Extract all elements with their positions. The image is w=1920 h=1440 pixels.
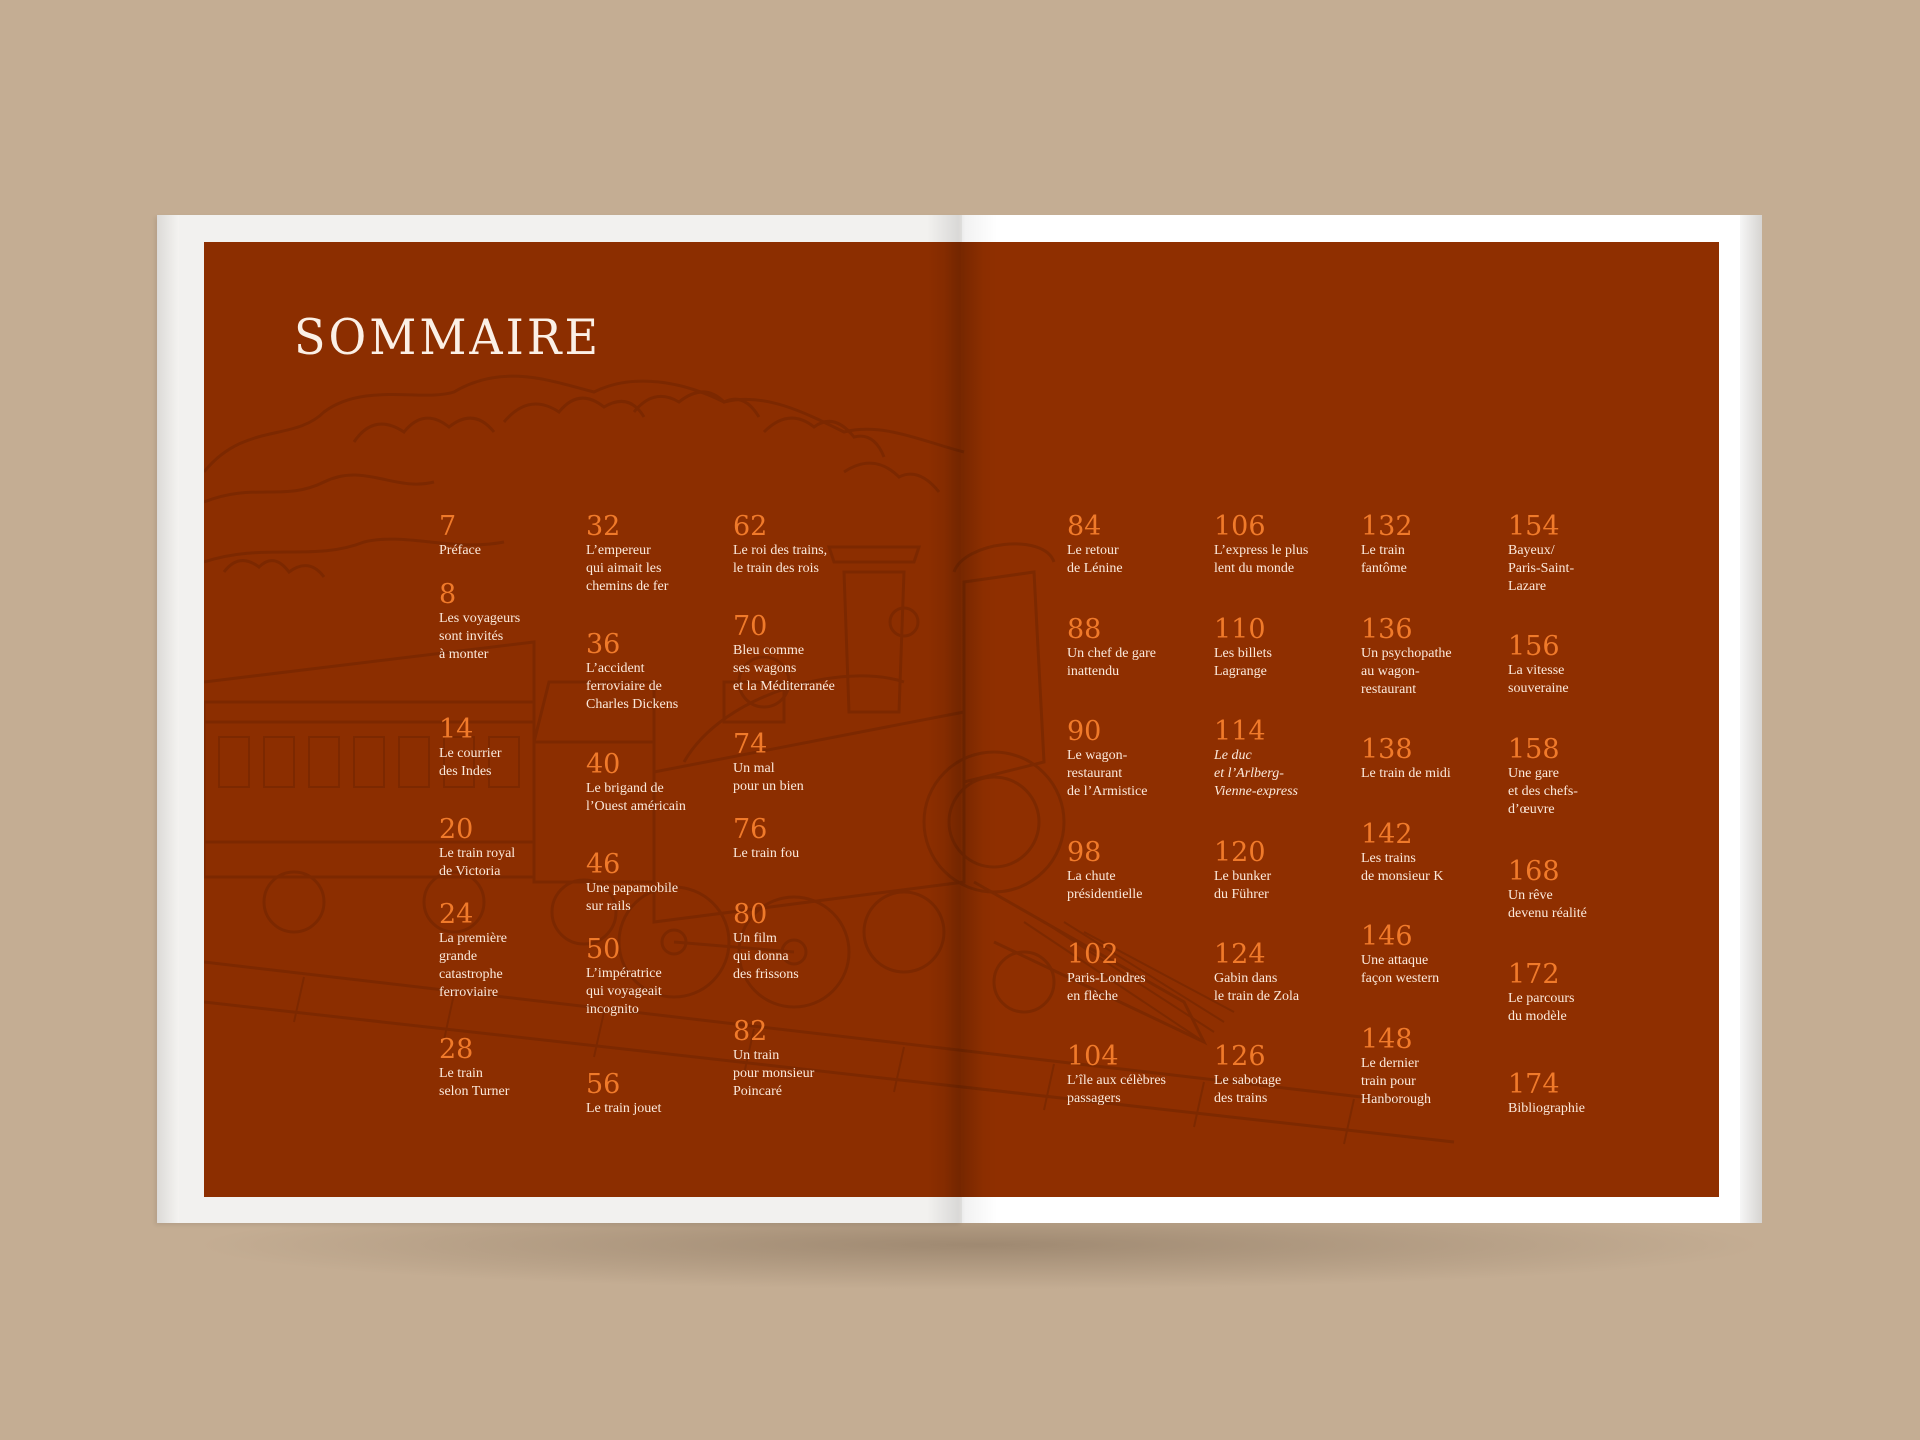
- toc-title: Le train fou: [733, 846, 800, 861]
- toc-page-number: 40: [586, 749, 621, 780]
- toc-title: Paris-Londres en flèche: [1067, 971, 1146, 1004]
- toc-page-number: 138: [1361, 734, 1413, 765]
- toc-entry: [586, 1070, 726, 1118]
- toc-entry: [1361, 1025, 1501, 1109]
- toc-page-number: 120: [1214, 837, 1266, 868]
- toc-title: Le train jouet: [586, 1101, 662, 1116]
- toc-title: L’empereur qui aimait les chemins de fer: [586, 543, 669, 594]
- toc-entry: [733, 730, 883, 796]
- toc-title: L’île aux célèbres passagers: [1067, 1073, 1166, 1106]
- toc-title: L’accident ferroviaire de Charles Dickens: [586, 661, 679, 712]
- toc-entry: [1361, 512, 1501, 578]
- toc-page-number: 70: [733, 611, 768, 642]
- toc-title: Le train royal de Victoria: [439, 846, 516, 879]
- toc-page-number: 114: [1214, 716, 1266, 747]
- toc-page-number: 148: [1361, 1024, 1413, 1055]
- toc-entry: [1067, 1042, 1207, 1108]
- toc-page-number: 88: [1067, 614, 1102, 645]
- toc-entry: [1508, 512, 1648, 596]
- toc-entry: [733, 612, 883, 696]
- toc-page-number: 158: [1508, 734, 1560, 765]
- toc-entry: [1214, 512, 1354, 578]
- toc-entry: [586, 512, 726, 596]
- toc-page-number: 98: [1067, 837, 1102, 868]
- toc-entry: [1508, 735, 1648, 819]
- toc-title: Un film qui donna des frissons: [733, 931, 799, 982]
- toc-title: Gabin dans le train de Zola: [1214, 971, 1300, 1004]
- toc-page-number: 28: [439, 1034, 474, 1065]
- toc-page-number: 124: [1214, 939, 1266, 970]
- toc-page-number: 20: [439, 814, 474, 845]
- toc-page-number: 76: [733, 814, 768, 845]
- toc-title: Les voyageurs sont invités à monter: [439, 611, 521, 662]
- toc-page-number: 136: [1361, 614, 1413, 645]
- toc-page-number: 146: [1361, 921, 1413, 952]
- toc-entry: [586, 750, 726, 816]
- toc-page-number: 46: [586, 849, 621, 880]
- toc-title: Un chef de gare inattendu: [1067, 646, 1157, 679]
- toc-entry: [1361, 615, 1501, 699]
- toc-title: Le dernier train pour Hanborough: [1361, 1056, 1431, 1107]
- toc-title: Un mal pour un bien: [733, 761, 804, 794]
- toc-title: Un train pour monsieur Poincaré: [733, 1048, 815, 1099]
- toc-entry: [1067, 838, 1207, 904]
- toc-title: Le roi des trains, le train des rois: [733, 543, 828, 576]
- toc-entry: [1508, 632, 1648, 698]
- toc-title: Les trains de monsieur K: [1361, 851, 1444, 884]
- toc-page-number: 90: [1067, 716, 1102, 747]
- toc-title: Un rêve devenu réalité: [1508, 888, 1587, 921]
- toc-title: Préface: [439, 543, 481, 558]
- toc-page-number: 156: [1508, 631, 1560, 662]
- toc-entry: [1361, 820, 1501, 886]
- toc-entry: [1508, 960, 1648, 1026]
- toc-page-number: 8: [439, 579, 457, 610]
- toc-page-number: 106: [1214, 511, 1266, 542]
- toc-page-number: 174: [1508, 1069, 1560, 1100]
- toc-page-number: 56: [586, 1069, 621, 1100]
- toc-page-number: 74: [733, 729, 768, 760]
- toc-entry: [586, 935, 726, 1019]
- open-book: [157, 215, 1762, 1225]
- toc-title: Le wagon- restaurant de l’Armistice: [1067, 748, 1148, 799]
- toc-title: Le courrier des Indes: [439, 746, 502, 779]
- toc-title: Une attaque façon western: [1361, 953, 1440, 986]
- toc-entry: [1361, 922, 1501, 988]
- toc-title: La chute présidentielle: [1067, 869, 1143, 902]
- toc-entry: [733, 512, 883, 578]
- toc-entry: [586, 630, 726, 714]
- toc-title: Les billets Lagrange: [1214, 646, 1272, 679]
- toc-page-number: 7: [439, 511, 457, 542]
- toc-page-number: 126: [1214, 1041, 1266, 1072]
- page-title: SOMMAIRE: [294, 308, 602, 366]
- toc-title: La première grande catastrophe ferroviaire: [439, 931, 508, 1000]
- toc-entry: [439, 900, 579, 1002]
- toc-entry: [439, 580, 579, 664]
- toc-entry: [1214, 940, 1354, 1006]
- toc-page-number: 154: [1508, 511, 1560, 542]
- toc-entry: [733, 815, 883, 863]
- toc-title: Le train fantôme: [1361, 543, 1407, 576]
- toc-page-number: 50: [586, 934, 621, 965]
- toc-title: L’impératrice qui voyageait incognito: [586, 966, 662, 1017]
- toc-title: Le train selon Turner: [439, 1066, 510, 1099]
- toc-entry: [1067, 512, 1207, 578]
- toc-entry: [1361, 735, 1501, 783]
- toc-title: L’express le plus lent du monde: [1214, 543, 1309, 576]
- toc-entry: [439, 715, 579, 781]
- toc-title: Le bunker du Führer: [1214, 869, 1272, 902]
- toc-page-number: 142: [1361, 819, 1413, 850]
- toc-page-number: 82: [733, 1016, 768, 1047]
- toc-page-number: 110: [1214, 614, 1266, 645]
- toc-entry: [1508, 857, 1648, 923]
- toc-title: Une gare et des chefs- d’œuvre: [1508, 766, 1578, 817]
- toc-title: Un psychopathe au wagon- restaurant: [1361, 646, 1452, 697]
- toc-title: Le retour de Lénine: [1067, 543, 1123, 576]
- toc-title: Le train de midi: [1361, 766, 1451, 781]
- toc-title: Bibliographie: [1508, 1101, 1585, 1116]
- toc-title: Bleu comme ses wagons et la Méditerranée: [733, 643, 835, 694]
- toc-page-number: 104: [1067, 1041, 1119, 1072]
- toc-entry: [1067, 940, 1207, 1006]
- toc-page-number: 84: [1067, 511, 1102, 542]
- toc-page-number: 168: [1508, 856, 1560, 887]
- toc-entry: [733, 1017, 883, 1101]
- toc-entry: [439, 1035, 579, 1101]
- toc-entry: [733, 900, 883, 984]
- toc-entry: [1067, 615, 1207, 681]
- toc-entry: [1214, 1042, 1354, 1108]
- toc-entry: [1067, 717, 1207, 801]
- toc-entry: [439, 815, 579, 881]
- toc-page-number: 24: [439, 899, 474, 930]
- toc-page-number: 132: [1361, 511, 1413, 542]
- toc-page-number: 32: [586, 511, 621, 542]
- toc-page-number: 102: [1067, 939, 1119, 970]
- toc-title: Le parcours du modèle: [1508, 991, 1575, 1024]
- toc-entry: [439, 512, 579, 560]
- toc-entry: [1214, 615, 1354, 681]
- toc-title: Le brigand de l’Ouest américain: [586, 781, 686, 814]
- toc-page-number: 62: [733, 511, 768, 542]
- toc-entry: [1214, 717, 1354, 801]
- toc-title: Le sabotage des trains: [1214, 1073, 1282, 1106]
- toc-entry: [1214, 838, 1354, 904]
- contents-spread: [204, 242, 1719, 1197]
- toc-entry: [586, 850, 726, 916]
- toc-page-number: 172: [1508, 959, 1560, 990]
- toc-title: Une papamobile sur rails: [586, 881, 679, 914]
- toc-page-number: 14: [439, 714, 474, 745]
- toc-entry: [1508, 1070, 1648, 1118]
- toc-title: La vitesse souveraine: [1508, 663, 1569, 696]
- toc-page-number: 80: [733, 899, 768, 930]
- toc-page-number: 36: [586, 629, 621, 660]
- toc-title: Le duc et l’Arlberg- Vienne-express: [1214, 748, 1298, 799]
- toc-title: Bayeux/ Paris-Saint- Lazare: [1508, 543, 1575, 594]
